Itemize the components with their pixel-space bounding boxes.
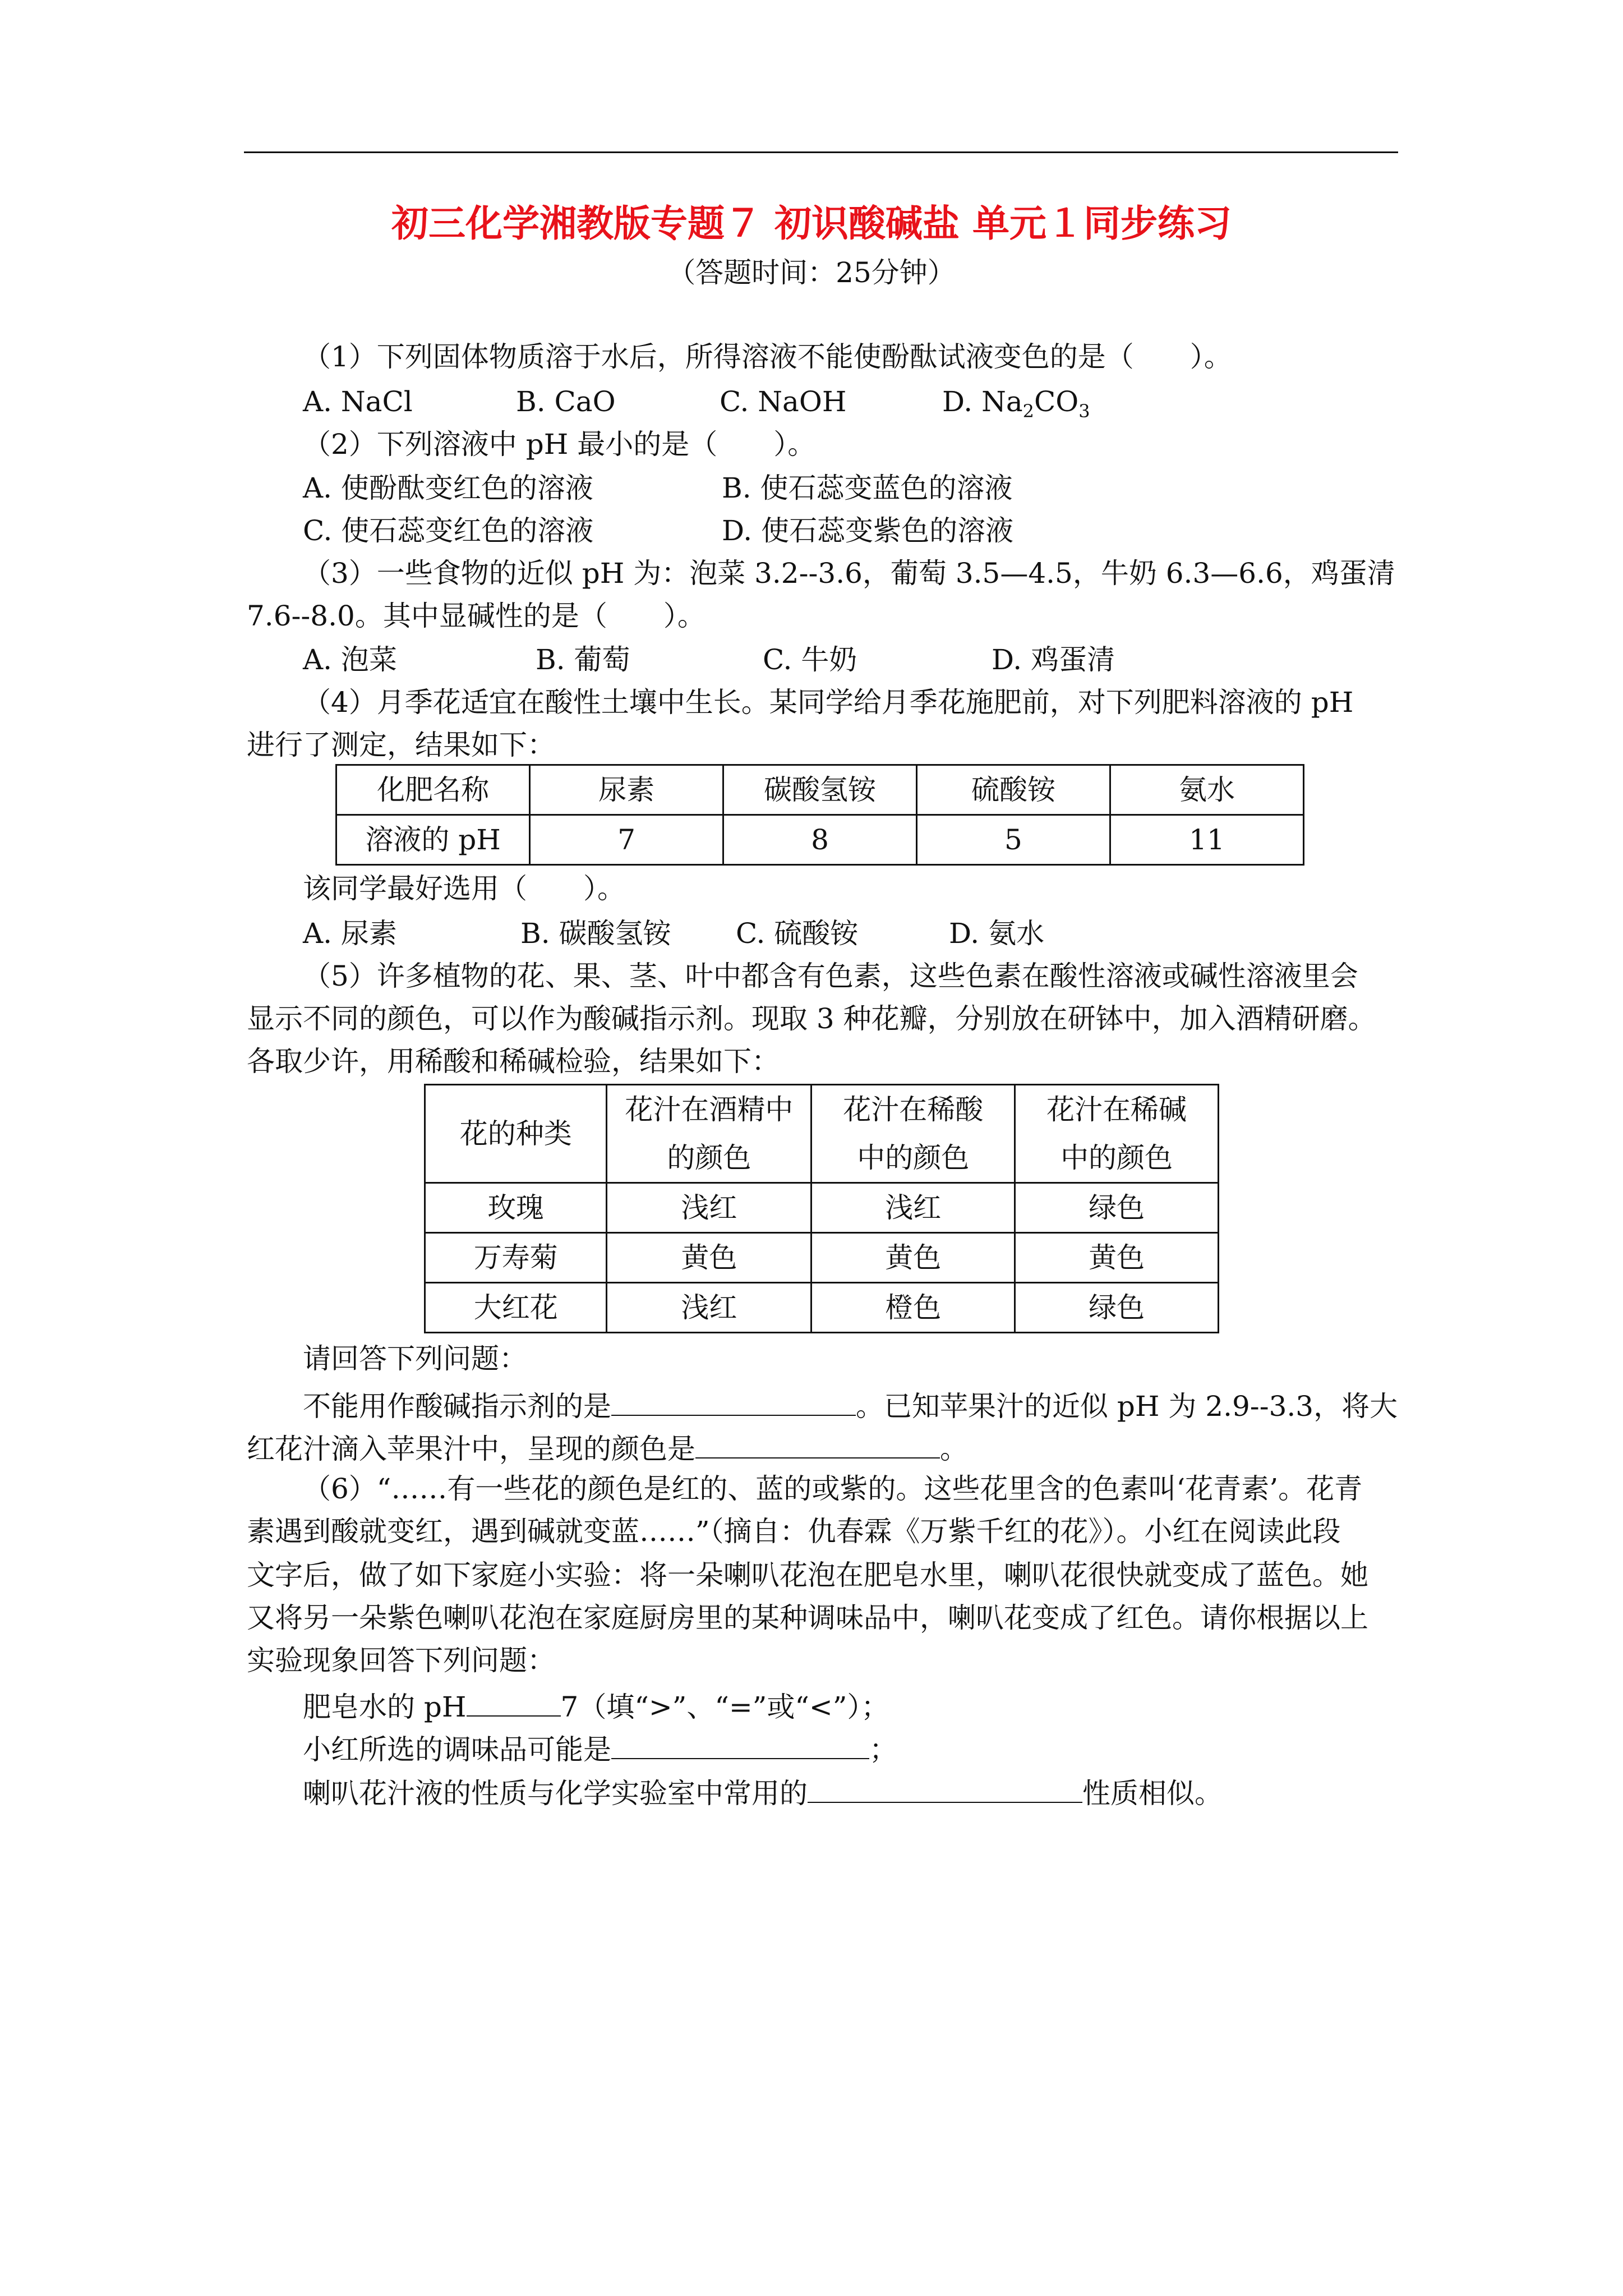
table-cell: 橙色 (811, 1283, 1015, 1333)
q5-fill-line2: 红花汁滴入苹果汁中，呈现的颜色是 。 (247, 1429, 968, 1466)
q2-option-d: D. 使石蕊变紫色的溶液 (722, 514, 1014, 547)
table-cell: 浅红 (607, 1283, 811, 1333)
table-cell: 化肥名称 (336, 765, 530, 815)
q2-option-b: B. 使石蕊变蓝色的溶液 (722, 472, 1013, 504)
answer-blank[interactable] (467, 1687, 561, 1717)
q4-stem-line2: 进行了测定，结果如下： (247, 729, 555, 761)
table-cell: 黄色 (1015, 1233, 1219, 1283)
table-cell: 溶液的 pH (336, 815, 530, 865)
header-rule (244, 151, 1398, 153)
table-row (425, 1233, 1219, 1283)
q6-fill-line3: 喇叭花汁液的性质与化学实验室中常用的 性质相似。 (303, 1774, 1223, 1810)
q1-option-b: B. CaO (516, 385, 616, 418)
q3-option-d: D. 鸡蛋清 (992, 643, 1115, 676)
q3-option-c: C. 牛奶 (763, 643, 857, 676)
fertilizer-ph-table (335, 764, 1304, 866)
q1-option-c: C. NaOH (720, 385, 847, 418)
table-cell: 氨水 (1110, 765, 1303, 815)
q2-option-a: A. 使酚酞变红色的溶液 (303, 472, 593, 504)
q4-question: 该同学最好选用（ ）。 (303, 872, 625, 905)
table-cell: 碳酸氢铵 (723, 765, 917, 815)
flower-indicator-table (424, 1084, 1219, 1333)
q5-prompt: 请回答下列问题： (303, 1342, 527, 1375)
answer-blank[interactable] (611, 1387, 856, 1416)
q6-line5: 实验现象回答下列问题： (247, 1644, 555, 1677)
page-title: 初三化学湘教版专题７ 初识酸碱盐 单元１同步练习 (391, 201, 1232, 245)
table-cell: 硫酸铵 (917, 765, 1110, 815)
table-row (425, 1183, 1219, 1233)
table-header-cell: 花汁在稀碱 中的颜色 (1015, 1085, 1219, 1183)
table-cell: 8 (723, 815, 917, 865)
table-cell: 浅红 (811, 1183, 1015, 1233)
q1-stem: （1）下列固体物质溶于水后，所得溶液不能使酚酞试液变色的是（ ）。 (303, 341, 1232, 373)
q5-stem-line3: 各取少许，用稀酸和稀碱检验，结果如下： (247, 1045, 780, 1078)
q1-option-d: D. $Na_2CO_3$ (942, 385, 1090, 422)
q4-option-d: D. 氨水 (949, 917, 1045, 950)
answer-blank[interactable] (611, 1730, 869, 1759)
table-cell: 尿素 (530, 765, 723, 815)
table-row (336, 815, 1304, 865)
table-cell: 玫瑰 (425, 1183, 607, 1233)
table-row (336, 765, 1304, 815)
q3-option-a: A. 泡菜 (303, 643, 397, 676)
q5-stem-line1: （5）许多植物的花、果、茎、叶中都含有色素，这些色素在酸性溶液或碱性溶液里会 (303, 960, 1358, 992)
table-cell: 大红花 (425, 1283, 607, 1333)
q6-line1: （6）“……有一些花的颜色是红的、蓝的或紫的。这些花里含的色素叫‘花青素’。花青 (303, 1473, 1363, 1505)
q6-line3: 文字后，做了如下家庭小实验：将一朵喇叭花泡在肥皂水里，喇叭花很快就变成了蓝色。她 (247, 1559, 1368, 1591)
table-cell: 黄色 (811, 1233, 1015, 1283)
q2-option-c: C. 使石蕊变红色的溶液 (303, 514, 594, 547)
q3-option-b: B. 葡萄 (536, 643, 630, 676)
q3-stem-line1: （3）一些食物的近似 pH 为：泡菜 3.2--3.6，葡萄 3.5—4.5，牛奶 6.3—6.6，鸡蛋清 (303, 557, 1395, 590)
table-cell: 5 (917, 815, 1110, 865)
q4-option-b: B. 碳酸氢铵 (520, 917, 671, 950)
q6-fill-line2: 小红所选的调味品可能是 ； (303, 1730, 897, 1766)
table-cell: 万寿菊 (425, 1233, 607, 1283)
answer-blank[interactable] (695, 1429, 940, 1458)
table-header-cell: 花的种类 (425, 1085, 607, 1183)
table-cell: 7 (530, 815, 723, 865)
answer-blank[interactable] (808, 1774, 1082, 1803)
q4-stem-line1: （4）月季花适宜在酸性土壤中生长。某同学给月季花施肥前，对下列肥料溶液的 pH (303, 686, 1354, 719)
table-header-cell: 花汁在稀酸 中的颜色 (811, 1085, 1015, 1183)
q4-option-c: C. 硫酸铵 (736, 917, 859, 950)
q3-stem-line2: 7.6--8.0。其中显碱性的是（ ）。 (247, 600, 706, 632)
q6-fill-line1: 肥皂水的 pH 7（填“>”、“=”或“<”）； (303, 1687, 889, 1724)
time-note: （答题时间：25分钟） (667, 256, 956, 289)
q6-line2: 素遇到酸就变红，遇到碱就变蓝……”（摘自：仇春霖《万紫千红的花》）。小红在阅读此段 (247, 1515, 1341, 1548)
q4-option-a: A. 尿素 (303, 917, 397, 950)
q6-line4: 又将另一朵紫色喇叭花泡在家庭厨房里的某种调味品中，喇叭花变成了红色。请你根据以上 (247, 1602, 1368, 1634)
table-header-cell: 花汁在酒精中 的颜色 (607, 1085, 811, 1183)
table-cell: 浅红 (607, 1183, 811, 1233)
q1-option-a: A. NaCl (303, 385, 413, 418)
table-cell: 绿色 (1015, 1183, 1219, 1233)
table-cell: 11 (1110, 815, 1303, 865)
table-header-row (425, 1085, 1219, 1183)
q5-stem-line2: 显示不同的颜色，可以作为酸碱指示剂。现取 3 种花瓣，分别放在研钵中，加入酒精研磨。 (247, 1002, 1376, 1035)
table-cell: 黄色 (607, 1233, 811, 1283)
table-row (425, 1283, 1219, 1333)
q5-fill-line1: 不能用作酸碱指示剂的是 。已知苹果汁的近似 pH 为 2.9--3.3，将大 (303, 1387, 1398, 1423)
q2-stem: （2）下列溶液中 pH 最小的是（ ）。 (303, 428, 816, 461)
table-cell: 绿色 (1015, 1283, 1219, 1333)
